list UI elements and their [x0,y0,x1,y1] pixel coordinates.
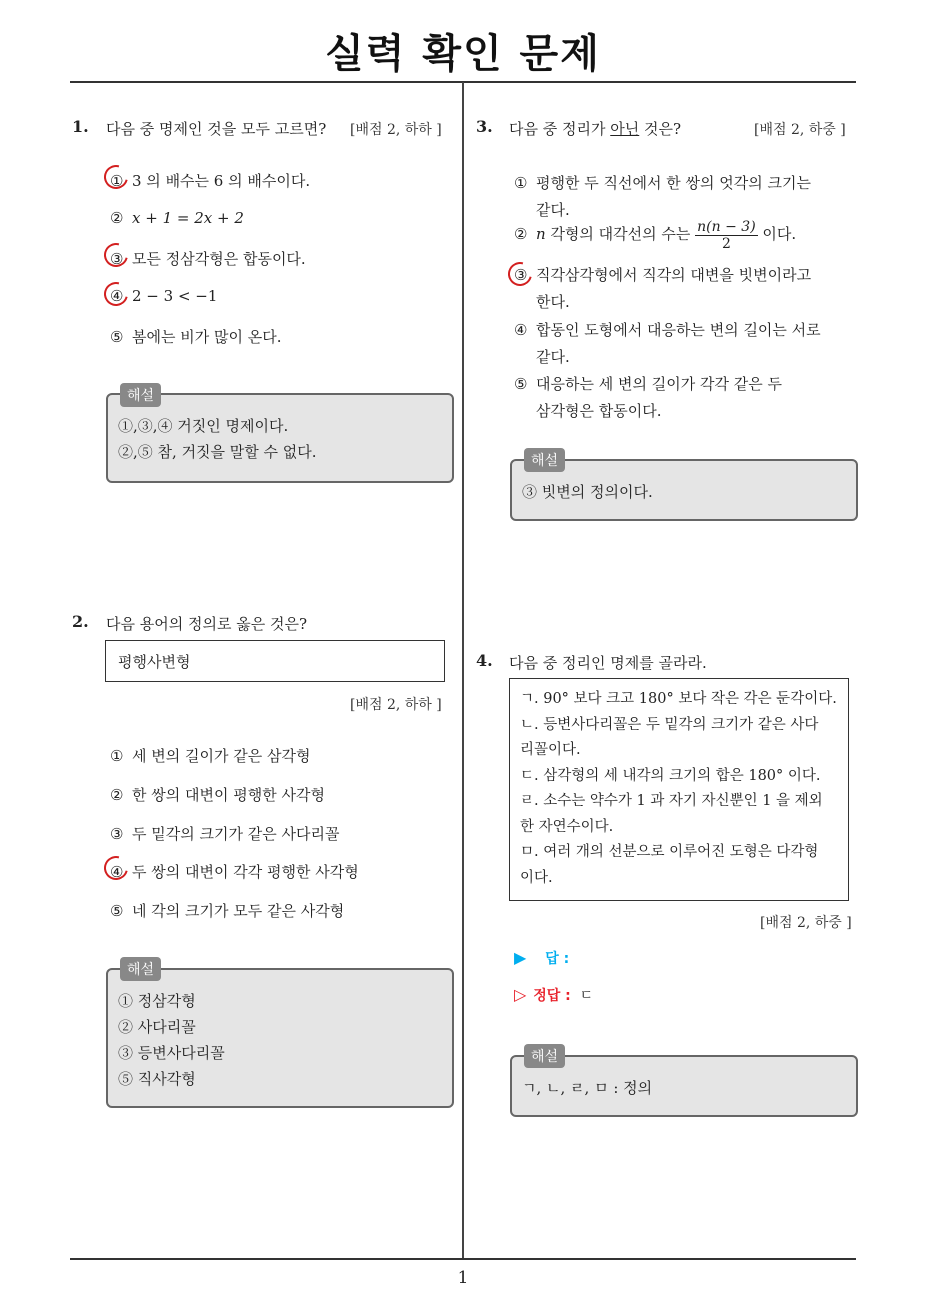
page-title: 실력 확인 문제 [325,31,601,77]
statement-line: 이다. [520,869,553,886]
correct-answer-row [514,985,593,1005]
choice-3[interactable] [110,823,339,844]
choice-4[interactable] [514,317,821,371]
choice-number: ⑤ [110,328,124,346]
answer-label: 답 : [545,951,570,967]
question-number: 4. [476,651,493,670]
choice-1[interactable] [110,745,310,766]
selected-circle-mark [100,278,133,311]
choice-text: 직각삼각형에서 직각의 대변을 빗변이라고 [536,266,812,284]
choice-text: x + 1 = 2x + 2 [132,209,244,227]
statement-line: 리꼴이다. [520,742,581,758]
choice-text: 합동인 도형에서 대응하는 변의 길이는 서로 [536,321,821,339]
score-label: [배점 2, 하하 ] [350,697,442,713]
fraction [695,219,758,252]
statement-list-box [509,678,849,901]
choice-text: 대응하는 세 변의 길이가 각각 같은 두 [536,375,782,393]
question-number: 3. [476,117,493,136]
choice-number: ④ [514,321,528,339]
choice-number: ① [110,747,124,765]
explanation-tag: 해설 [524,448,565,472]
choice-text: n 각형의 대각선의 수는 [536,225,696,243]
choice-2[interactable] [110,209,244,227]
choice-number: ③ [110,250,124,268]
choice-3[interactable] [514,262,811,316]
choice-text: 세 변의 길이가 같은 삼각형 [132,747,311,765]
fraction-numerator: n(n − 3) [697,218,756,235]
question-text: 다음 중 명제인 것을 모두 고르면? [106,120,327,138]
choice-text: 봄에는 비가 많이 온다. [132,328,282,346]
explanation-tag: 해설 [120,383,161,407]
statement-line: ㄴ. 등변사다리꼴은 두 밑각의 크기가 같은 사다 [520,716,819,733]
choice-number: ④ [110,863,124,881]
question-text-part: 다음 중 정리가 [509,120,611,138]
choice-number: ② [110,209,124,227]
explanation-line: ㄱ, ㄴ, ㄹ, ㅁ : 정의 [522,1079,653,1097]
term-box: 평행사변형 [105,640,445,682]
score-label: [배점 2, 하중 ] [760,915,852,931]
question-number: 1. [72,117,89,136]
column-divider [462,82,464,1260]
choice-text-cont: 같다. [536,201,570,219]
choice-number: ③ [110,825,124,843]
answer-row[interactable] [514,948,569,968]
question-text [509,118,681,139]
choice-number: ④ [110,287,124,305]
choice-5[interactable] [110,900,344,921]
statement-line: ㄹ. 소수는 약수가 1 과 자기 자신뿐인 1 을 제외 [520,793,823,809]
choice-text: 3 의 배수는 6 의 배수이다. [132,172,311,190]
choice-1[interactable] [110,170,310,191]
choice-3[interactable] [110,248,306,269]
choice-number: ③ [514,266,528,284]
choice-number: ② [514,225,528,243]
statement-line: ㄷ. 삼각형의 세 내각의 크기의 합은 180° 이다. [520,767,821,784]
statement-line: ㅁ. 여러 개의 선분으로 이루어진 도형은 다각형 [520,844,819,860]
explanation-line: ③ 등변사다리꼴 [118,1044,225,1062]
correct-label: 정답 : [533,988,571,1004]
choice-number: ① [514,174,528,192]
choice-text: 두 밑각의 크기가 같은 사다리꼴 [132,825,340,843]
choice-number: ① [110,172,124,190]
explanation-line: ⑤ 직사각형 [118,1070,196,1088]
choice-text: 평행한 두 직선에서 한 쌍의 엇각의 크기는 [536,174,811,192]
choice-text-cont: 삼각형은 합동이다. [536,402,662,420]
explanation-line: ①,③,④ 거짓인 명제이다. [118,417,289,435]
page-number: 1 [457,1268,469,1288]
choice-text: 두 쌍의 대변이 각각 평행한 사각형 [132,863,359,881]
choice-4[interactable] [110,861,359,882]
statement-line: ㄱ. 90° 보다 크고 180° 보다 작은 각은 둔각이다. [520,691,837,707]
question-text: 다음 용어의 정의로 옳은 것은? [106,615,307,633]
choice-text: 모든 정삼각형은 합동이다. [132,250,306,268]
score-label: [배점 2, 하중 ] [754,122,846,138]
choice-text-cont: 한다. [536,293,570,311]
question-number: 2. [72,612,89,631]
question-text: 다음 중 정리인 명제를 골라라. [509,654,707,672]
explanation-line: ① 정삼각형 [118,992,196,1010]
bottom-divider [70,1258,856,1260]
choice-2[interactable] [110,784,325,805]
choice-text: 네 각의 크기가 모두 같은 사각형 [132,902,345,920]
question-text-emphasis: 아닌 [610,120,640,138]
answer-marker-icon: ▶ [514,948,527,967]
choice-text: 한 쌍의 대변이 평행한 사각형 [132,786,325,804]
question-text-part: 것은? [639,120,682,138]
correct-marker-icon: ▷ [514,985,527,1004]
choice-number: ② [110,786,124,804]
fraction-denominator: 2 [721,235,731,252]
choice-number: ⑤ [110,902,124,920]
choice-number: ⑤ [514,375,528,393]
choice-text-cont: 같다. [536,348,570,366]
score-label: [배점 2, 하하 ] [350,122,442,138]
choice-5[interactable] [110,326,281,347]
explanation-line: ③ 빗변의 정의이다. [522,483,653,501]
choice-text-post: 이다. [757,225,797,243]
statement-line: 한 자연수이다. [520,818,614,835]
explanation-line: ② 사다리꼴 [118,1018,196,1036]
choice-5[interactable] [514,371,782,425]
choice-text: 2 − 3 < −1 [132,287,218,305]
choice-2[interactable] [514,216,796,252]
correct-value: ㄷ [579,988,594,1004]
explanation-tag: 해설 [524,1044,565,1068]
explanation-line: ②,⑤ 참, 거짓을 말할 수 없다. [118,443,317,461]
explanation-tag: 해설 [120,957,161,981]
